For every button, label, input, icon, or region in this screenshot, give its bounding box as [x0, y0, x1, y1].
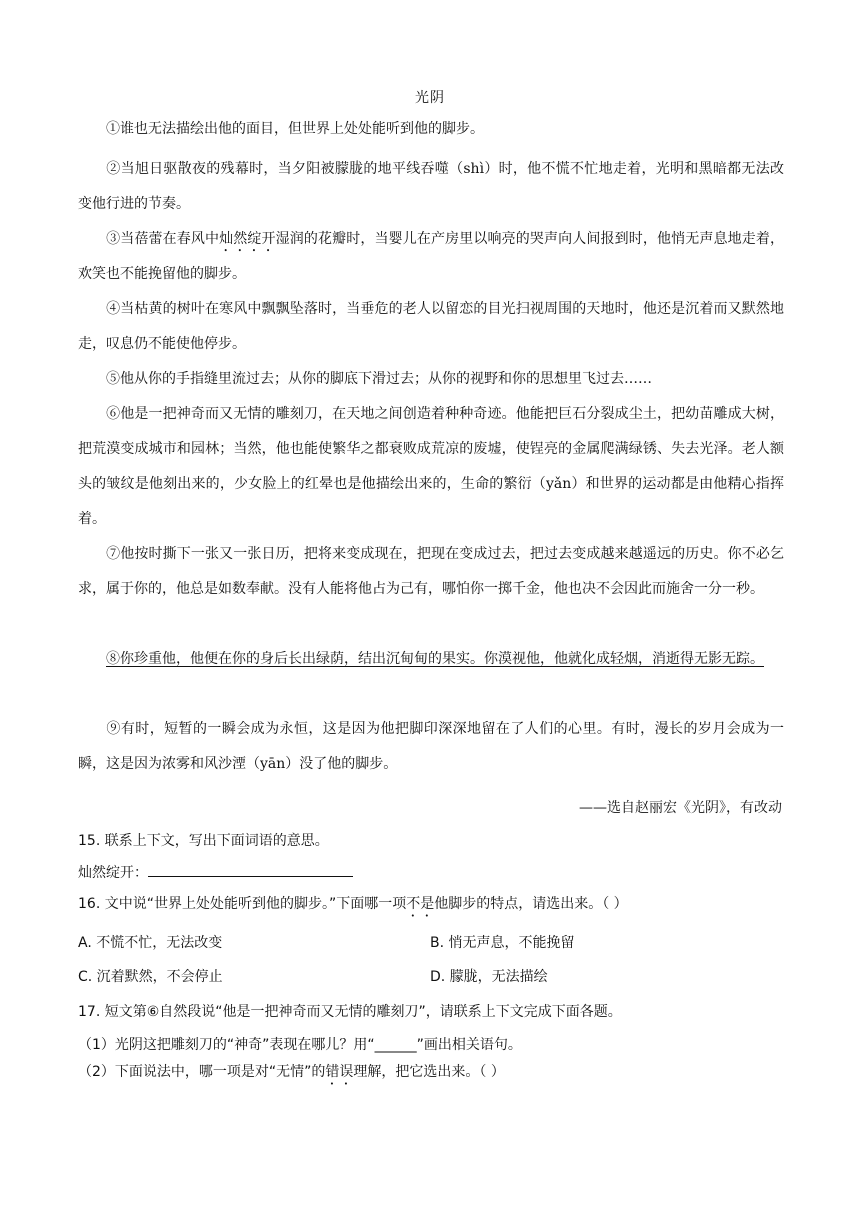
paragraph-6-text: ⑥他是一把神奇而又无情的雕刻刀，在天地之间创造着种种奇迹。他能把巨石分裂成尘土，把幼苗雕成大树，把荒漠变成城市和园林；当然，他也能使繁华之都衰败成荒凉的废墟，使锃亮的金属爬满绿锈、失去光泽。老人额头的皱纹是他刻出来的，少女脸上的红晕也是他描绘出来的，生命的繁衍（yǎn）和世界的运动都是由他精心指挥着。	[78, 406, 784, 527]
question-17-2-text-a: （2）下面说法中，哪一项是对“无情”的	[78, 1064, 326, 1080]
question-15: 15. 联系上下文，写出下面词语的意思。	[78, 833, 329, 849]
question-16-text-b: 他脚步的特点，请选出来。（ ）	[434, 896, 628, 912]
dotted-phrase: 灿然绽开	[219, 231, 276, 247]
paragraph-4	[78, 292, 784, 362]
question-16-dotted: 不是	[406, 896, 435, 912]
paragraph-7	[78, 537, 784, 607]
paragraph-3	[78, 222, 784, 292]
paragraph-3-text-a: ③当蓓蕾在春风中	[106, 231, 220, 247]
paragraph-9	[78, 712, 784, 782]
paragraph-1-text: ①谁也无法描绘出他的面目，但世界上处处能听到他的脚步。	[106, 121, 484, 137]
paragraph-3-text-b: 湿润的花瓣时，当婴儿在产房里以响亮的哭声向人间报到时，他悄无声息地走着，欢笑也不能挽留他的脚步。	[78, 231, 784, 282]
paragraph-7-text: ⑦他按时撕下一张又一张日历，把将来变成现在，把现在变成过去，把过去变成越来越遥远的历史。你不必乞求，属于你的，他总是如数奉献。没有人能将他占为己有，哪怕你一掷千金，他也决不会因此而施舍一分一秒。	[78, 546, 784, 597]
paragraph-2-text: ②当旭日驱散夜的残幕时，当夕阳被朦胧的地平线吞噬（shì）时，他不慌不忙地走着，光明和黑暗都无法改变他行进的节奏。	[78, 161, 784, 212]
paragraph-8	[78, 642, 784, 677]
question-16-text-a: 16. 文中说“世界上处处能听到他的脚步。”下面哪一项	[78, 896, 407, 912]
option-b[interactable]: B. 悄无声息，不能挽留	[430, 935, 575, 951]
answer-blank[interactable]	[148, 864, 353, 877]
question-17-1: （1）光阴这把雕刻刀的“神奇”表现在哪儿？用“______”画出相关语句。	[78, 1037, 522, 1053]
paragraph-8-text: ⑧你珍重他，他便在你的身后长出绿荫，结出沉甸甸的果实。你漠视他，他就化成轻烟，消逝得无影无踪。	[106, 651, 764, 667]
paragraph-4-text: ④当枯黄的树叶在寒风中飘飘坠落时，当垂危的老人以留恋的目光扫视周围的天地时，他还是沉着而又默然地走，叹息仍不能使他停步。	[78, 301, 784, 352]
option-d[interactable]: D. 朦胧，无法描绘	[430, 969, 548, 985]
question-17-2	[78, 1061, 505, 1088]
paragraph-2	[78, 152, 784, 222]
question-17-2-text-b: 理解，把它选出来。（ ）	[353, 1064, 505, 1080]
question-17-2-dotted: 错误	[325, 1064, 354, 1080]
question-15-answer-line	[78, 862, 353, 882]
article-title: 光阴	[415, 90, 445, 106]
paragraph-5	[78, 362, 784, 397]
paragraph-5-text: ⑤他从你的手指缝里流过去；从你的脚底下滑过去；从你的视野和你的思想里飞过去……	[106, 371, 652, 387]
question-17: 17. 短文第⑥自然段说“他是一把神奇而又无情的雕刻刀”，请联系上下文完成下面各题。	[78, 1004, 622, 1020]
paragraph-1	[78, 112, 784, 147]
question-15-label: 灿然绽开：	[78, 865, 148, 881]
source-citation: ——选自赵丽宏《光阴》，有改动	[579, 800, 782, 816]
option-c[interactable]: C. 沉着默然，不会停止	[78, 969, 223, 985]
paragraph-9-text: ⑨有时，短暂的一瞬会成为永恒，这是因为他把脚印深深地留在了人们的心里。有时，漫长的岁月会成为一瞬，这是因为浓雾和风沙湮（yān）没了他的脚步。	[78, 721, 784, 772]
option-a[interactable]: A. 不慌不忙，无法改变	[78, 935, 223, 951]
paragraph-6	[78, 397, 784, 537]
question-16	[78, 893, 628, 920]
